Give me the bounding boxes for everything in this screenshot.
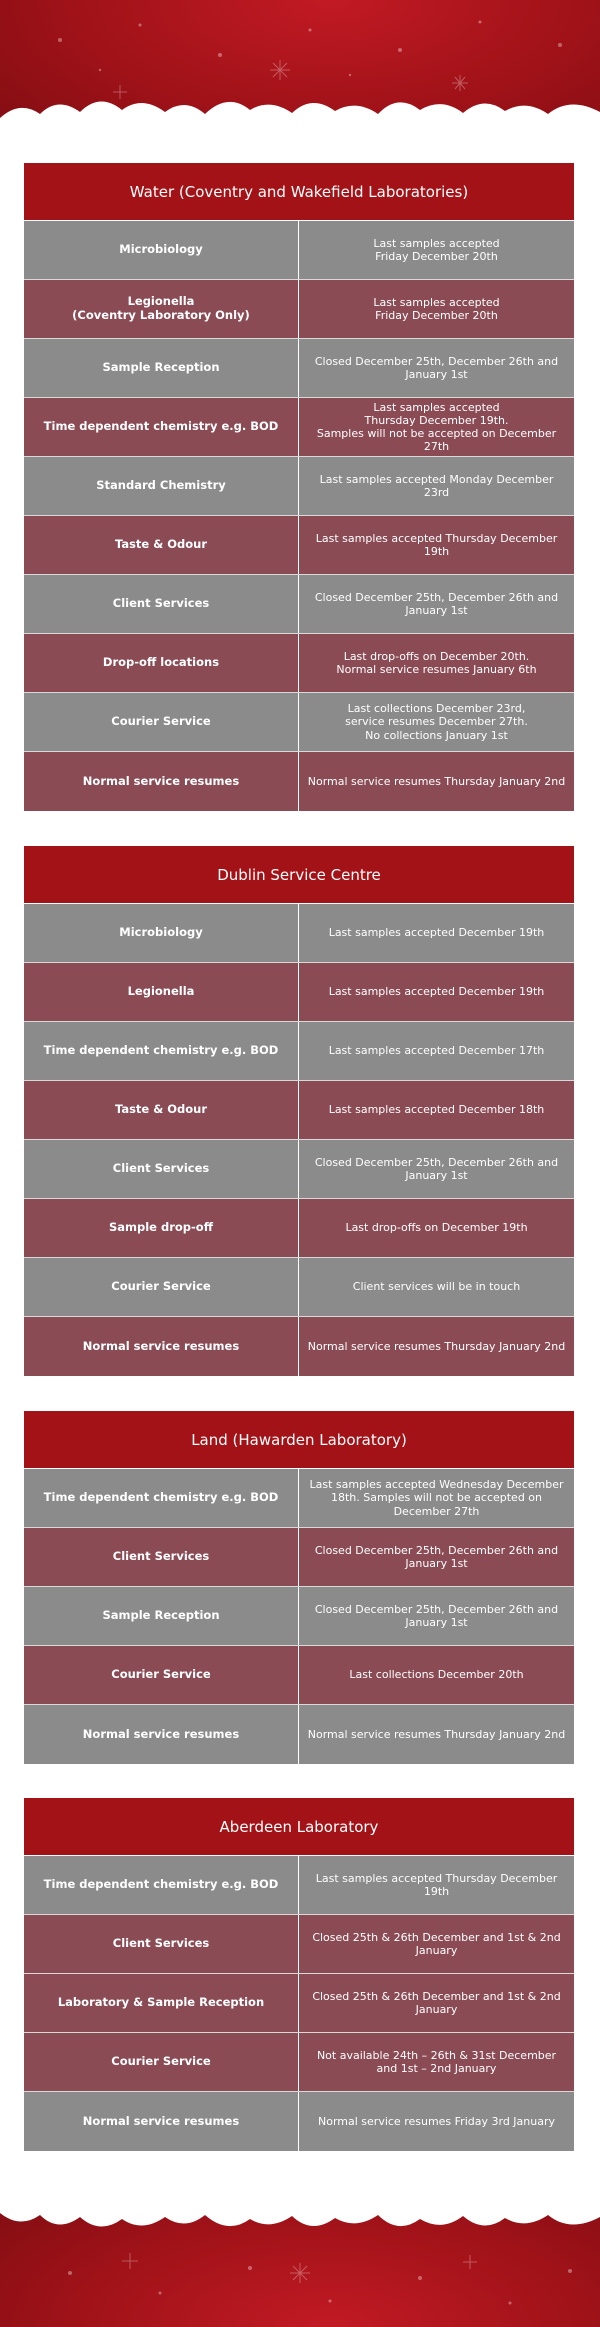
table-row [24, 1469, 574, 1528]
snowflake-border-top-icon [0, 0, 600, 150]
table-row [24, 221, 574, 280]
row-label: Normal service resumes [24, 1705, 299, 1764]
row-value: Normal service resumes Thursday January 2nd [307, 1727, 566, 1741]
row-value: Last samples accepted December 19th [328, 926, 545, 940]
table-row [24, 693, 574, 752]
snowflake-border-bottom-icon [0, 2183, 600, 2327]
section-title: Dublin Service Centre [24, 846, 574, 904]
row-label: Time dependent chemistry e.g. BOD [24, 1856, 299, 1914]
row-value: Last drop-offs on December 20th. Normal service resumes January 6th [336, 649, 537, 676]
row-label: Courier Service [24, 693, 299, 751]
section-water [24, 163, 574, 811]
row-label: Courier Service [24, 2033, 299, 2091]
row-value: Closed 25th & 26th December and 1st & 2nd January [312, 1989, 561, 2016]
row-label: Normal service resumes [24, 2092, 299, 2151]
table-row [24, 1081, 574, 1140]
section-title: Land (Hawarden Laboratory) [24, 1411, 574, 1469]
row-label: Courier Service [24, 1646, 299, 1704]
table-row [24, 752, 574, 811]
table-row [24, 1317, 574, 1376]
table-row [24, 1705, 574, 1764]
table-row [24, 1856, 574, 1915]
row-value: Normal service resumes Thursday January 2nd [307, 774, 566, 788]
schedule-table [24, 1856, 574, 2151]
row-value: Closed December 25th, December 26th and January 1st [314, 1602, 559, 1629]
row-label: Taste & Odour [24, 516, 299, 574]
row-label: Sample drop-off [24, 1199, 299, 1257]
table-row [24, 904, 574, 963]
row-label: Microbiology [24, 221, 299, 279]
table-row [24, 2092, 574, 2151]
row-label: Sample Reception [24, 1587, 299, 1645]
row-label: Normal service resumes [24, 1317, 299, 1376]
table-row [24, 1022, 574, 1081]
row-value: Last samples accepted December 17th [328, 1044, 545, 1058]
row-value: Closed December 25th, December 26th and January 1st [314, 1155, 559, 1182]
row-value: Last samples accepted Thursday December 19th. Samples will not be accepted on December 27th [316, 400, 557, 454]
row-value: Closed December 25th, December 26th and January 1st [314, 1543, 559, 1570]
table-row [24, 963, 574, 1022]
row-label: Time dependent chemistry e.g. BOD [24, 1469, 299, 1527]
row-value: Last samples accepted December 18th [328, 1103, 545, 1117]
table-row [24, 1915, 574, 1974]
section-dublin [24, 846, 574, 1376]
row-label: Courier Service [24, 1258, 299, 1316]
section-title: Aberdeen Laboratory [24, 1798, 574, 1856]
table-row [24, 634, 574, 693]
table-row [24, 398, 574, 457]
table-row [24, 1587, 574, 1646]
schedule-table [24, 1469, 574, 1764]
section-title: Water (Coventry and Wakefield Laboratories) [24, 163, 574, 221]
table-row [24, 2033, 574, 2092]
row-value: Normal service resumes Friday 3rd January [318, 2114, 555, 2128]
row-value: Closed 25th & 26th December and 1st & 2nd January [312, 1930, 561, 1957]
row-value: Last samples accepted Friday December 20th [373, 295, 500, 322]
row-value: Last samples accepted Thursday December 19th [315, 531, 558, 558]
row-label: Client Services [24, 1140, 299, 1198]
row-value: Last samples accepted Wednesday December 18th. Samples will not be accepted on December 27th [309, 1478, 564, 1518]
row-label: Standard Chemistry [24, 457, 299, 515]
table-row [24, 1974, 574, 2033]
table-row [24, 1199, 574, 1258]
row-label: Sample Reception [24, 339, 299, 397]
row-value: Last drop-offs on December 19th [345, 1221, 528, 1235]
top-festive-banner [0, 0, 600, 150]
table-row [24, 1528, 574, 1587]
section-land [24, 1411, 574, 1764]
schedule-table [24, 904, 574, 1376]
row-value: Last collections December 20th [349, 1668, 524, 1682]
row-value: Last samples accepted Thursday December 19th [315, 1871, 558, 1898]
row-label: Legionella (Coventry Laboratory Only) [24, 280, 299, 338]
row-value: Last collections December 23rd, service resumes December 27th. No collections January 1st [345, 702, 528, 742]
row-value: Not available 24th – 26th & 31st December and 1st – 2nd January [316, 2048, 557, 2075]
row-value: Last samples accepted Friday December 20th [373, 236, 500, 263]
schedule-table [24, 221, 574, 811]
table-row [24, 1646, 574, 1705]
section-aberdeen [24, 1798, 574, 2151]
row-label: Time dependent chemistry e.g. BOD [24, 1022, 299, 1080]
row-label: Microbiology [24, 904, 299, 962]
bottom-festive-banner [0, 2183, 600, 2327]
table-row [24, 457, 574, 516]
row-label: Legionella [24, 963, 299, 1021]
table-row [24, 1258, 574, 1317]
row-value: Last samples accepted December 19th [328, 985, 545, 999]
table-row [24, 1140, 574, 1199]
row-value: Closed December 25th, December 26th and January 1st [314, 354, 559, 381]
row-label: Normal service resumes [24, 752, 299, 811]
table-row [24, 575, 574, 634]
row-label: Client Services [24, 1528, 299, 1586]
row-value: Last samples accepted Monday December 23rd [319, 472, 554, 499]
row-label: Drop-off locations [24, 634, 299, 692]
row-label: Client Services [24, 575, 299, 633]
row-label: Client Services [24, 1915, 299, 1973]
row-label: Laboratory & Sample Reception [24, 1974, 299, 2032]
table-row [24, 516, 574, 575]
row-value: Closed December 25th, December 26th and January 1st [314, 590, 559, 617]
row-value: Normal service resumes Thursday January 2nd [307, 1339, 566, 1353]
table-row [24, 339, 574, 398]
row-label: Taste & Odour [24, 1081, 299, 1139]
row-label: Time dependent chemistry e.g. BOD [24, 398, 299, 456]
table-row [24, 280, 574, 339]
row-value: Client services will be in touch [352, 1280, 521, 1294]
